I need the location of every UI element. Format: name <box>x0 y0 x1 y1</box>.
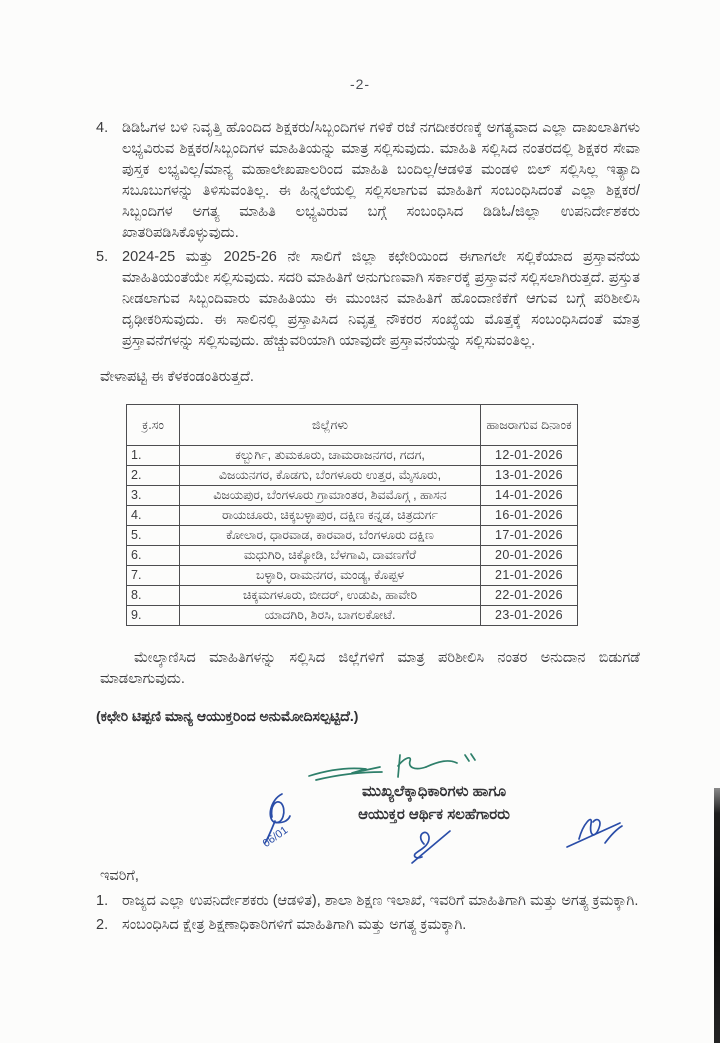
signature-right-icon <box>564 804 626 854</box>
cell-serial: 8. <box>127 586 180 606</box>
cell-date: 20-01-2026 <box>481 546 578 566</box>
list-item-4 <box>96 118 640 244</box>
signature-initial-middle-icon <box>400 824 456 868</box>
office-note: (ಕಛೇರಿ ಟಿಪ್ಪಣಿ ಮಾನ್ಯ ಆಯುಕ್ತರಿಂದ ಅನುಮೋದಿಸಲ್ಪಟ್ಟಿದೆ.) <box>96 708 359 724</box>
table-row <box>127 606 578 626</box>
schedule-intro-text: ವೇಳಾಪಟ್ಟಿ ಈ ಕೆಳಕಂಡಂತಿರುತ್ತದೆ. <box>100 369 254 385</box>
cell-date: 21-01-2026 <box>481 566 578 586</box>
cell-serial: 1. <box>127 446 180 466</box>
table-row <box>127 506 578 526</box>
cell-districts: ವಿಜಯಪುರ, ಬೆಂಗಳೂರು ಗ್ರಾಮಾಂತರ, ಶಿವಮೊಗ್ಗ , ಹಾಸನ <box>180 486 481 506</box>
header-date: ಹಾಜರಾಗುವ ದಿನಾಂಕ <box>481 405 578 446</box>
cell-serial: 5. <box>127 526 180 546</box>
cell-districts: ಕಲ್ಬುರ್ಗಿ, ತುಮಕೂರು, ಚಾಮರಾಜನಗರ, ಗದಗ, <box>180 446 481 466</box>
cell-serial: 2. <box>127 466 180 486</box>
signatory-title-line1: ಮುಖ್ಯಲೆಕ್ಕಾಧಿಕಾರಿಗಳು ಹಾಗೂ <box>361 783 507 800</box>
table-row <box>127 586 578 606</box>
cell-serial: 4. <box>127 506 180 526</box>
table-row <box>127 486 578 506</box>
table-row <box>127 466 578 486</box>
list-item-text: 2024-25 ಮತ್ತು 2025-26 ನೇ ಸಾಲಿಗೆ ಜಿಲ್ಲಾ ಕಛೇರಿಯಿಂದ ಈಗಾಗಲೇ ಸಲ್ಲಿಕೆಯಾದ ಪ್ರಸ್ತಾವನೆಯ ಮಾಹಿತಿಯಂತೆಯೇ ಸಲ್ಲಿಸುವುದು. ಸದರಿ ಮಾಹಿತಿಗೆ ಅನುಗುಣವಾಗಿ ಸರ್ಕಾರಕ್ಕೆ ಪ್ರಸ್ತಾವನೆ ಸಲ್ಲಿಸಲಾಗಿರುತ್ತದೆ. ಪ್ರಸ್ತುತ ನೀಡಲಾಗುವ ಸಿಬ್ಬಂದಿವಾರು ಮಾಹಿತಿಯು ಈ ಮುಂಚಿನ ಮಾಹಿತಿಗೆ ಹೊಂದಾಣಿಕೆಗೆ ಆಗುವ ಬಗ್ಗೆ ಪರಿಶೀಲಿಸಿ ದೃಢೀಕರಿಸುವುದು. ಈ ಸಾಲಿನಲ್ಲಿ ಪ್ರಸ್ತಾಪಿಸಿದ ನಿವೃತ್ತ ನೌಕರರ ಸಂಖ್ಯೆಯ ಮೊತ್ತಕ್ಕೆ ಸಂಬಂಧಿಸಿದಂತೆ ಮಾತ್ರ ಪ್ರಸ್ತಾವನೆಗಳನ್ನು ಸಲ್ಲಿಸುವುದು. ಹೆಚ್ಚುವರಿಯಾಗಿ ಯಾವುದೇ ಪ್ರಸ್ತಾವನೆಯನ್ನು ಸಲ್ಲಿಸುವಂತಿಲ್ಲ. <box>122 249 640 349</box>
signature-stroke-top-icon <box>306 746 478 788</box>
table-row <box>127 546 578 566</box>
list-item-text: ಡಿಡಿಓಗಳ ಬಳಿ ನಿವೃತ್ತಿ ಹೊಂದಿದ ಶಿಕ್ಷಕರು/ಸಿಬ್ಬಂದಿಗಳ ಗಳಿಕೆ ರಜೆ ನಗದೀಕರಣಕ್ಕೆ ಅಗತ್ಯವಾದ ಎಲ್ಲಾ ದಾಖಲಾತಿಗಳು ಲಭ್ಯವಿರುವ ಶಿಕ್ಷಕರ/ಸಿಬ್ಬಂದಿಗಳ ಮಾಹಿತಿಯನ್ನು ಮಾತ್ರ ಸಲ್ಲಿಸುವುದು. ಮಾಹಿತಿ ಸಲ್ಲಿಸಿದ ನಂತರದಲ್ಲಿ ಶಿಕ್ಷಕರ ಸೇವಾ ಪುಸ್ತಕ ಲಭ್ಯವಿಲ್ಲ/ಮಾನ್ಯ ಮಹಾಲೇಖಪಾಲರಿಂದ ಮಾಹಿತಿ ಬಂದಿಲ್ಲ/ಆಡಳಿತ ಮಂಡಳಿ ಬಿಲ್ ಸಲ್ಲಿಸಿಲ್ಲ ಇತ್ಯಾದಿ ಸಬೂಬುಗಳನ್ನು ತಿಳಿಸುವಂತಿಲ್ಲ. ಈ ಹಿನ್ನಲೆಯಲ್ಲಿ ಸಲ್ಲಿಸಲಾಗುವ ಮಾಹಿತಿಗೆ ಸಂಬಂಧಿಸಿದಂತೆ ಎಲ್ಲಾ ಶಿಕ್ಷಕರ/ಸಿಬ್ಬಂದಿಗಳ ಅಗತ್ಯ ಮಾಹಿತಿ ಲಭ್ಯವಿರುವ ಬಗ್ಗೆ ಸಂಬಂಧಿಸಿದ ಡಿಡಿಓ/ಜಿಲ್ಲಾ ಉಪನಿರ್ದೇಶಕರು ಖಾತರಿಪಡಿಸಿಕೊಳ್ಳುವುದು. <box>122 120 640 241</box>
cell-districts: ಯಾದಗಿರಿ, ಶಿರಸಿ, ಬಾಗಲಕೋಟೆ. <box>180 606 481 626</box>
cell-date: 12-01-2026 <box>481 446 578 466</box>
distribution-item-1 <box>96 891 640 912</box>
cell-districts: ಬಳ್ಳಾರಿ, ರಾಮನಗರ, ಮಂಡ್ಯ, ಕೊಪ್ಪಳ <box>180 566 481 586</box>
cell-districts: ಚಿಕ್ಕಮಗಳೂರು, ಬೀದರ್, ಉಡುಪಿ, ಹಾವೇರಿ <box>180 586 481 606</box>
cell-serial: 9. <box>127 606 180 626</box>
table-row <box>127 566 578 586</box>
list-item-number: 4. <box>96 120 109 136</box>
list-item-number: 1. <box>96 893 109 909</box>
header-serial: ಕ್ರ.ಸಂ <box>127 405 180 446</box>
list-item-number: 2. <box>96 917 109 933</box>
list-item-text: ರಾಜ್ಯದ ಎಲ್ಲಾ ಉಪನಿರ್ದೇಶಕರು (ಆಡಳಿತ), ಶಾಲಾ ಶಿಕ್ಷಣ ಇಲಾಖೆ, ಇವರಿಗೆ ಮಾಹಿತಿಗಾಗಿ ಮತ್ತು ಅಗತ್ಯ ಕ್ರಮಕ್ಕಾಗಿ. <box>122 893 639 909</box>
cell-date: 17-01-2026 <box>481 526 578 546</box>
schedule-table <box>126 404 578 626</box>
cell-districts: ಮಧುಗಿರಿ, ಚಿಕ್ಕೋಡಿ, ಬೆಳಗಾವಿ, ದಾವಣಗೆರೆ <box>180 546 481 566</box>
distribution-item-2 <box>96 915 640 936</box>
distribution-section <box>96 866 640 936</box>
header-districts: ಜಿಲ್ಲೆಗಳು <box>180 405 481 446</box>
signatory-title-line2: ಆಯುಕ್ತರ ಆರ್ಥಿಕ ಸಲಹೆಗಾರರು <box>358 806 510 823</box>
cell-date: 16-01-2026 <box>481 506 578 526</box>
cell-districts: ರಾಯಚೂರು, ಚಿಕ್ಕಬಳ್ಳಾಪುರ, ದಕ್ಷಿಣ ಕನ್ನಡ, ಚಿತ್ರದುರ್ಗ <box>180 506 481 526</box>
main-numbered-list <box>96 118 640 352</box>
signature-block <box>260 750 590 850</box>
cell-serial: 7. <box>127 566 180 586</box>
list-item-text: ಸಂಬಂಧಿಸಿದ ಕ್ಷೇತ್ರ ಶಿಕ್ಷಣಾಧಿಕಾರಿಗಳಿಗೆ ಮಾಹಿತಿಗಾಗಿ ಮತ್ತು ಅಗತ್ಯ ಕ್ರಮಕ್ಕಾಗಿ. <box>122 917 467 933</box>
distribution-list <box>96 891 640 936</box>
distribution-salutation: ಇವರಿಗೆ, <box>100 868 139 884</box>
cell-date: 23-01-2026 <box>481 606 578 626</box>
scan-edge-artifact <box>714 788 720 1043</box>
table-row <box>127 446 578 466</box>
cell-districts: ಕೋಲಾರ, ಧಾರವಾಡ, ಕಾರವಾರ, ಬೆಂಗಳೂರು ದಕ್ಷಿಣ <box>180 526 481 546</box>
schedule-table-header <box>127 405 578 446</box>
cell-date: 13-01-2026 <box>481 466 578 486</box>
list-item-number: 5. <box>96 249 109 265</box>
table-row <box>127 526 578 546</box>
cell-date: 22-01-2026 <box>481 586 578 606</box>
page-number: -2- <box>349 76 371 92</box>
document-body <box>0 118 720 936</box>
cell-serial: 6. <box>127 546 180 566</box>
cell-date: 14-01-2026 <box>481 486 578 506</box>
after-table-paragraph: ಮೇಲ್ಕಾಣಿಸಿದ ಮಾಹಿತಿಗಳನ್ನು ಸಲ್ಲಿಸಿದ ಜಿಲ್ಲೆಗಳಿಗೆ ಮಾತ್ರ ಪರಿಶೀಲಿಸಿ ನಂತರ ಅನುದಾನ ಬಿಡುಗಡೆ ಮಾಡಲಾಗುವುದು. <box>100 650 640 687</box>
list-item-5 <box>96 247 640 352</box>
cell-serial: 3. <box>127 486 180 506</box>
signature-handwritten-date: 06/01 <box>260 824 291 850</box>
cell-districts: ವಿಜಯನಗರ, ಕೊಡಗು, ಬೆಂಗಳೂರು ಉತ್ತರ, ಮೈಸೂರು, <box>180 466 481 486</box>
